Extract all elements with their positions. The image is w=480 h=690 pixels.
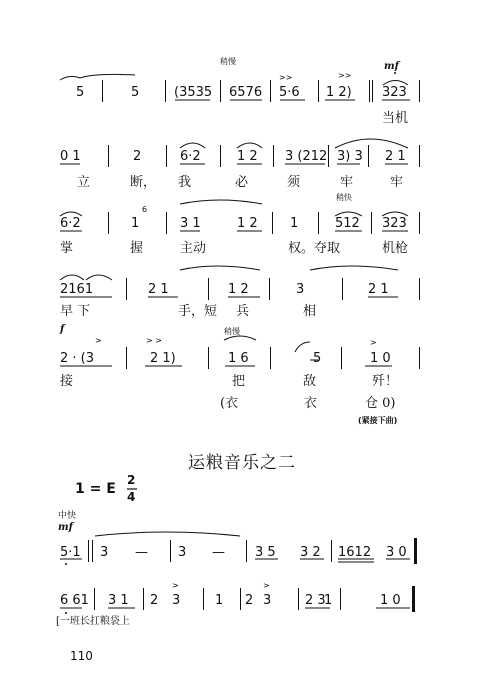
- note: —: [135, 545, 148, 560]
- note: 2: [150, 593, 159, 608]
- sub-lyric: (衣: [220, 396, 239, 411]
- dynamic-mark: mf: [384, 61, 399, 72]
- note: 5·1: [60, 545, 81, 560]
- section-title: 运粮音乐之二: [188, 453, 296, 473]
- note: 2 1): [150, 351, 176, 366]
- lyric: 牢: [390, 175, 404, 190]
- stage-direction: [一班长扛粮袋上: [56, 616, 130, 627]
- tempo-mark: 中快: [58, 511, 77, 521]
- time-signature-top: 2: [127, 473, 136, 487]
- note: (3535: [174, 85, 213, 100]
- note: 3 1: [180, 216, 201, 231]
- note: 3 0: [386, 545, 407, 560]
- note: 1612: [338, 545, 372, 560]
- tempo-mark: 稍快: [336, 193, 352, 202]
- lyric: 手，短: [178, 304, 218, 319]
- note: 6 61: [60, 593, 89, 608]
- note: 1 0: [370, 351, 391, 366]
- svg-text:> >: > >: [146, 336, 162, 345]
- lyric: 相: [303, 304, 317, 319]
- svg-text:>: >: [263, 581, 270, 590]
- tempo-mark: 稍慢: [220, 57, 236, 66]
- note: 3 2: [300, 545, 321, 560]
- lyric: 早 下: [60, 304, 91, 319]
- note: 1: [131, 216, 140, 231]
- svg-text:>: >: [370, 338, 377, 347]
- note: 323: [382, 216, 407, 231]
- note: 5·6: [279, 85, 300, 100]
- note: 6·2: [180, 149, 201, 164]
- note: 3: [296, 282, 305, 297]
- sub-lyric: 仓 0): [365, 396, 396, 411]
- dynamic-mark: mf: [58, 522, 73, 533]
- note: 2 3: [305, 593, 326, 608]
- tempo-mark: 稍慢: [224, 327, 240, 336]
- note: 5: [131, 85, 140, 100]
- note: 1 2: [228, 282, 249, 297]
- note: 3: [172, 593, 181, 608]
- note: 5: [76, 85, 85, 100]
- grace-note: 6: [142, 205, 148, 214]
- note: 1 2: [237, 149, 258, 164]
- note: 1 6: [228, 351, 249, 366]
- svg-text:>: >: [95, 336, 102, 345]
- note: 3) 3: [337, 149, 363, 164]
- note: 2 1: [385, 149, 406, 164]
- lyric: 机枪: [382, 241, 409, 256]
- note: 3 (212: [285, 149, 328, 164]
- note: 3: [263, 593, 272, 608]
- lyric: 握: [130, 241, 144, 256]
- note: 1: [290, 216, 299, 231]
- lyric: 必: [235, 175, 249, 190]
- lyric: 兵: [236, 304, 250, 319]
- note: 1 2): [326, 85, 352, 100]
- svg-text:>>: >>: [279, 73, 293, 82]
- lyric: 当机: [382, 111, 409, 126]
- dynamic-mark: f: [60, 324, 65, 335]
- note: 2161: [60, 282, 94, 297]
- lyric: 立: [77, 175, 91, 190]
- page-number: 110: [70, 649, 93, 663]
- note: 3 5: [255, 545, 276, 560]
- note: 323: [382, 85, 407, 100]
- note: 5: [313, 351, 322, 366]
- key-signature: 1 = E: [75, 481, 116, 497]
- lyric: 断，: [130, 175, 157, 190]
- note: 6576: [229, 85, 263, 100]
- lyric: 把: [232, 374, 246, 389]
- note: 2 1: [368, 282, 389, 297]
- lyric: 主动: [180, 241, 207, 256]
- note: 0 1: [60, 149, 81, 164]
- lyric: 须: [287, 175, 301, 190]
- time-signature-bottom: 4: [127, 490, 136, 504]
- lyric: 歼！: [372, 374, 399, 389]
- note: 2 · (3: [60, 351, 95, 366]
- lyric: 掌: [60, 241, 74, 256]
- note: —: [212, 545, 225, 560]
- note: 3: [178, 545, 187, 560]
- note: 2: [245, 593, 254, 608]
- continuation-note: (紧接下曲): [358, 416, 398, 425]
- lyric: 敌: [303, 374, 317, 389]
- note: 1: [324, 593, 333, 608]
- sub-lyric: 衣: [304, 396, 318, 411]
- note: 1 2: [237, 216, 258, 231]
- note: 512: [335, 216, 360, 231]
- note: 1 0: [380, 593, 401, 608]
- svg-text:>>: >>: [338, 71, 352, 80]
- note: 6·2: [60, 216, 81, 231]
- note: 1: [215, 593, 224, 608]
- lyric: 我: [178, 175, 192, 190]
- note: 2 1: [148, 282, 169, 297]
- note: 2: [133, 149, 142, 164]
- note: 3 1: [108, 593, 129, 608]
- lyric: 权。夺取: [288, 241, 341, 256]
- note: 3: [100, 545, 109, 560]
- lyric: 接: [60, 374, 74, 389]
- lyric: 牢: [340, 175, 354, 190]
- svg-text:>: >: [172, 581, 179, 590]
